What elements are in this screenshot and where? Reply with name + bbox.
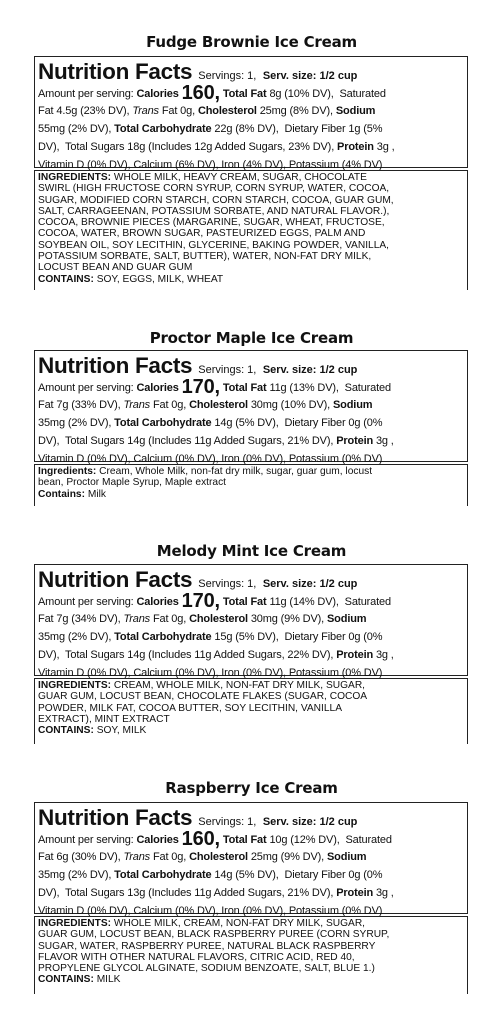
nutrition-facts-box <box>34 564 468 679</box>
sat-fat-value: Fat 7g (33% DV), <box>38 399 121 411</box>
ingredients-line: GUAR GUM, LOCUST BEAN, CHOCOLATE FLAKES (SUGAR, COCOA <box>38 691 368 703</box>
servings-text: Servings: 1, <box>198 364 257 376</box>
contains-value: SOY, EGGS, MILK, WHEAT <box>96 273 224 285</box>
ingredients-line: FLAVOR WITH OTHER NATURAL FLAVORS, CITRIC ACID, RED 40, <box>38 951 355 963</box>
ingredients-box <box>34 464 468 506</box>
contains-value: SOY, MILK <box>96 725 147 737</box>
sodium-label: Sodium <box>332 399 373 411</box>
ingredients-line: GUAR GUM, LOCUST BEAN, BLACK RASPBERRY PUREE (CORN SYRUP, <box>38 929 390 941</box>
product-title: Raspberry Ice Cream <box>165 779 338 797</box>
protein-value: 3g , <box>375 649 394 661</box>
product-fudge-brownie <box>0 32 503 285</box>
ingredients-line <box>38 680 464 691</box>
fiber-value-end: DV), <box>38 887 60 899</box>
contains-label: Contains: <box>38 488 85 500</box>
ingredients-line: SALT, CARRAGEENAN, POTASSIUM SORBATE, AND NATURAL FLAVOR.), <box>38 205 390 217</box>
trans-label: Trans <box>123 851 151 863</box>
ingredients-line: SUGAR, WATER, RASPBERRY PUREE, NATURAL BLACK RASPBERRY <box>38 940 376 952</box>
total-fat-value: 11g (13% DV), <box>269 382 339 394</box>
servings-text: Servings: 1, <box>198 578 257 590</box>
trans-fat-value: Fat 0g, <box>152 399 187 411</box>
trans-fat-value: Fat 0g, <box>152 851 187 863</box>
contains-label: CONTAINS: <box>38 725 94 737</box>
ingredients-line: SUGAR, MODIFIED CORN STARCH, CORN STARCH, COCOA, GUAR GUM, <box>38 194 394 206</box>
protein-value: 3g , <box>376 141 395 153</box>
saturated-label: Saturated <box>344 596 391 608</box>
nutrition-facts-box <box>34 56 468 171</box>
nf-header <box>38 805 464 830</box>
nf-line-3 <box>38 628 464 646</box>
serving-size: Serv. size: 1/2 cup <box>262 70 358 82</box>
sodium-label: Sodium <box>335 105 376 117</box>
fiber-value: 0g (0% <box>348 417 383 429</box>
protein-value: 3g , <box>375 435 394 447</box>
cholesterol-value: 30mg (10% DV), <box>250 399 331 411</box>
total-carb-label: Total Carbohydrate <box>114 869 212 881</box>
contains-line <box>38 489 464 500</box>
ingredients-line: bean, Proctor Maple Syrup, Maple extract <box>38 477 226 489</box>
sodium-value: 35mg (2% DV), <box>38 417 112 429</box>
protein-label: Protein <box>336 649 374 661</box>
product-melody-mint <box>0 541 503 737</box>
ingredients-line: PROPYLENE GLYCOL ALGINATE, SODIUM BENZOATE, SALT, BLUE 1.) <box>38 963 375 975</box>
ingredients-line: COCOA, WATER, BROWN SUGAR, PASTEURIZED EGGS, PALM AND <box>38 228 366 240</box>
amount-label: Amount per serving: <box>38 834 134 846</box>
total-fat-label: Total Fat <box>222 834 267 846</box>
cholesterol-label: Cholesterol <box>197 105 257 117</box>
total-carb-value: 22g (8% DV), <box>214 123 279 135</box>
total-carb-value: 14g (5% DV), <box>214 417 279 429</box>
total-fat-value: 8g (10% DV), <box>269 88 334 100</box>
total-carb-label: Total Carbohydrate <box>114 417 212 429</box>
product-proctor-maple <box>0 328 503 500</box>
contains-line <box>38 725 464 736</box>
total-carb-value: 14g (5% DV), <box>214 869 279 881</box>
nf-line-1 <box>38 830 464 848</box>
sat-fat-value: Fat 7g (34% DV), <box>38 613 121 625</box>
ingredients-text: WHOLE MILK, CREAM, NON-FAT DRY MILK, SUGAR, <box>113 918 366 929</box>
ingredients-line: POTASSIUM SORBATE, SALT, BUTTER), WATER, NON-FAT DRY MILK, <box>38 251 372 263</box>
nf-line-4 <box>38 432 464 450</box>
calories-label: Calories <box>136 596 179 608</box>
nf-title: Nutrition Facts <box>38 353 193 378</box>
trans-label: Trans <box>132 105 159 117</box>
sat-fat-value: Fat 4.5g (23% DV), <box>38 105 130 117</box>
nf-line-5: Vitamin D (0% DV), Calcium (0% DV), Iron (0% DV), Potassium (0% DV) <box>38 667 383 679</box>
ingredients-box <box>34 170 468 290</box>
ingredients-label: INGREDIENTS: <box>38 680 112 691</box>
nf-line-4 <box>38 138 464 156</box>
ingredients-label: INGREDIENTS: <box>38 172 112 183</box>
fiber-label: Dietary Fiber <box>284 869 346 881</box>
saturated-label: Saturated <box>344 382 391 394</box>
fiber-value: 0g (0% <box>348 631 383 643</box>
total-fat-label: Total Fat <box>222 88 267 100</box>
fiber-value-end: DV), <box>38 435 60 447</box>
calories-value: 160, <box>181 828 220 850</box>
product-title: Melody Mint Ice Cream <box>156 542 347 560</box>
amount-label: Amount per serving: <box>38 88 134 100</box>
nf-line-2 <box>38 396 464 414</box>
calories-label: Calories <box>136 834 179 846</box>
total-fat-value: 11g (14% DV), <box>269 596 339 608</box>
nf-line-1 <box>38 84 464 102</box>
calories-label: Calories <box>136 382 179 394</box>
ingredients-line: SOYBEAN OIL, SOY LECITHIN, GLYCERINE, BAKING POWDER, VANILLA, <box>38 239 389 251</box>
nf-line-2 <box>38 848 464 866</box>
ingredients-text: CREAM, WHOLE MILK, NON-FAT DRY MILK, SUGAR, <box>113 680 366 691</box>
fiber-value-end: DV), <box>38 649 60 661</box>
servings-text: Servings: 1, <box>198 816 257 828</box>
fiber-label: Dietary Fiber <box>284 123 346 135</box>
nf-line-1 <box>38 378 464 396</box>
sodium-label: Sodium <box>327 851 367 863</box>
ingredients-box <box>34 916 468 994</box>
trans-label: Trans <box>123 399 151 411</box>
sugars-value: 14g (Includes 11g Added Sugars, 22% DV), <box>127 649 334 661</box>
ingredients-line: SWIRL (HIGH FRUCTOSE CORN SYRUP, CORN SYRUP, WATER, COCOA, <box>38 183 390 195</box>
ingredients-text: Cream, Whole Milk, non-fat dry milk, sugar, guar gum, locust <box>99 466 373 477</box>
saturated-label: Saturated <box>339 88 386 100</box>
product-title: Proctor Maple Ice Cream <box>149 329 354 347</box>
nf-line-2 <box>38 102 464 120</box>
nf-line-3 <box>38 120 464 138</box>
nf-line-3 <box>38 866 464 884</box>
protein-label: Protein <box>336 887 374 899</box>
cholesterol-value: 25mg (8% DV), <box>259 105 333 117</box>
sugars-value: 14g (Includes 11g Added Sugars, 21% DV), <box>127 435 334 447</box>
ingredients-label: Ingredients: <box>38 466 97 477</box>
ingredients-line <box>38 466 464 477</box>
protein-value: 3g , <box>375 887 394 899</box>
ingredients-line: POWDER, MILK FAT, COCOA BUTTER, SOY LECITHIN, VANILLA <box>38 702 342 714</box>
nutrition-facts-box <box>34 350 468 465</box>
nf-line-1 <box>38 592 464 610</box>
nf-line-4 <box>38 646 464 664</box>
nutrition-facts-box <box>34 802 468 917</box>
calories-value: 170, <box>181 590 220 612</box>
protein-label: Protein <box>337 141 374 153</box>
ingredients-box <box>34 678 468 744</box>
sugars-label: Total Sugars <box>65 649 125 661</box>
total-carb-label: Total Carbohydrate <box>114 123 212 135</box>
fiber-value: 1g (5% <box>348 123 383 135</box>
serving-size: Serv. size: 1/2 cup <box>262 816 358 828</box>
ingredients-line: EXTRACT), MINT EXTRACT <box>38 713 170 725</box>
sodium-value: 35mg (2% DV), <box>38 631 112 643</box>
total-fat-value: 10g (12% DV), <box>269 834 340 846</box>
sodium-label: Sodium <box>327 613 367 625</box>
nf-title: Nutrition Facts <box>38 59 193 84</box>
ingredients-line <box>38 918 464 929</box>
trans-label: Trans <box>123 613 151 625</box>
fiber-label: Dietary Fiber <box>284 417 346 429</box>
sodium-value: 55mg (2% DV), <box>38 123 112 135</box>
nf-line-2 <box>38 610 464 628</box>
nf-title: Nutrition Facts <box>38 805 193 830</box>
cholesterol-label: Cholesterol <box>189 399 248 411</box>
nf-line-3 <box>38 414 464 432</box>
calories-label: Calories <box>136 88 179 100</box>
contains-line <box>38 974 464 985</box>
ingredients-line: COCOA, BROWNIE PIECES (MARGARINE, SUGAR, WHEAT, FRUCTOSE, <box>38 217 385 229</box>
nf-header <box>38 59 464 84</box>
total-carb-value: 15g (5% DV), <box>214 631 279 643</box>
calories-value: 160, <box>181 82 220 104</box>
sat-fat-value: Fat 6g (30% DV), <box>38 851 121 863</box>
trans-fat-value: Fat 0g, <box>161 105 196 117</box>
calories-value: 170, <box>181 376 220 398</box>
sugars-label: Total Sugars <box>65 141 125 153</box>
trans-fat-value: Fat 0g, <box>152 613 187 625</box>
cholesterol-value: 30mg (9% DV), <box>250 613 325 625</box>
sugars-label: Total Sugars <box>65 435 125 447</box>
nf-line-5: Vitamin D (0% DV), Calcium (0% DV), Iron (0% DV), Potassium (0% DV) <box>38 905 383 917</box>
ingredients-text: WHOLE MILK, HEAVY CREAM, SUGAR, CHOCOLATE <box>113 172 367 183</box>
contains-value: Milk <box>87 488 106 500</box>
nf-header <box>38 353 464 378</box>
saturated-label: Saturated <box>345 834 392 846</box>
serving-size: Serv. size: 1/2 cup <box>262 578 358 590</box>
nf-title: Nutrition Facts <box>38 567 193 592</box>
total-carb-label: Total Carbohydrate <box>114 631 212 643</box>
cholesterol-value: 25mg (9% DV), <box>250 851 325 863</box>
sugars-label: Total Sugars <box>65 887 125 899</box>
contains-line <box>38 274 464 285</box>
ingredients-line: LOCUST BEAN AND GUAR GUM <box>38 262 193 274</box>
contains-label: CONTAINS: <box>38 273 94 285</box>
ingredients-line <box>38 172 464 183</box>
product-raspberry <box>0 778 503 986</box>
cholesterol-label: Cholesterol <box>189 851 248 863</box>
serving-size: Serv. size: 1/2 cup <box>262 364 358 376</box>
total-fat-label: Total Fat <box>222 382 267 394</box>
fiber-value: 0g (0% <box>348 869 383 881</box>
contains-value: MILK <box>96 974 121 986</box>
fiber-value-end: DV), <box>38 141 60 153</box>
total-fat-label: Total Fat <box>222 596 267 608</box>
nf-header <box>38 567 464 592</box>
contains-label: CONTAINS: <box>38 974 94 986</box>
ingredients-label: INGREDIENTS: <box>38 918 112 929</box>
amount-label: Amount per serving: <box>38 596 134 608</box>
nf-line-4 <box>38 884 464 902</box>
nf-line-5: Vitamin D (0% DV), Calcium (6% DV), Iron (4% DV), Potassium (4% DV) <box>38 159 383 171</box>
sugars-value: 13g (Includes 11g Added Sugars, 21% DV), <box>127 887 334 899</box>
cholesterol-label: Cholesterol <box>189 613 248 625</box>
sugars-value: 18g (Includes 12g Added Sugars, 23% DV), <box>127 141 335 153</box>
amount-label: Amount per serving: <box>38 382 134 394</box>
product-title: Fudge Brownie Ice Cream <box>146 33 357 51</box>
nf-line-5: Vitamin D (0% DV), Calcium (0% DV), Iron (0% DV), Potassium (0% DV) <box>38 453 383 465</box>
servings-text: Servings: 1, <box>198 70 257 82</box>
protein-label: Protein <box>336 435 374 447</box>
sodium-value: 35mg (2% DV), <box>38 869 112 881</box>
fiber-label: Dietary Fiber <box>284 631 346 643</box>
